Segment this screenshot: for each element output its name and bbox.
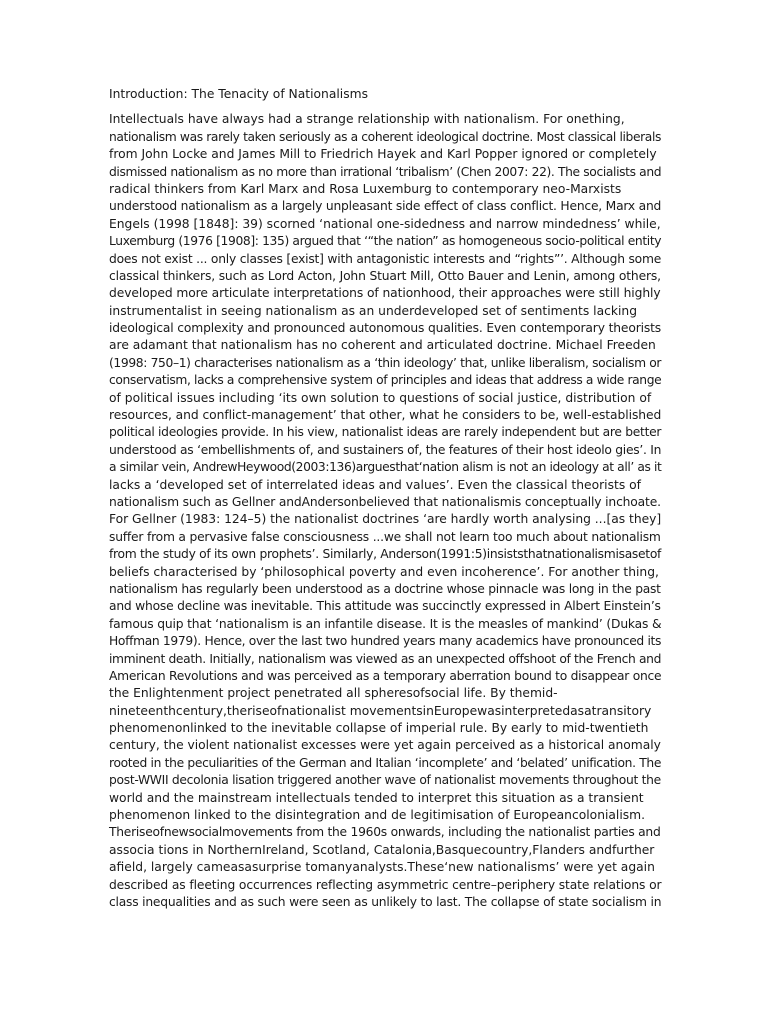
paragraph-line: instrumentalist in seeing nationalism as an underdeveloped set of sentiments lacking — [109, 303, 637, 318]
paragraph-line: associa tions in NorthernIreland, Scotland, Catalonia,Basquecountry,Flanders andfurther — [109, 842, 655, 857]
paragraph-line: resources, and conflict-management’ that other, what he considers to be, well-established — [109, 408, 662, 423]
paragraph-line: developed more articulate interpretations of nationhood, their approaches were still highly — [109, 286, 661, 301]
paragraph-line: from the study of its own prophets’. Similarly, Anderson(1991:5)insiststhatnationalismisasetof — [109, 547, 662, 562]
paragraph-line: lacks a ‘developed set of interrelated ideas and values’. Even the classical theorists of — [109, 477, 641, 492]
paragraph-line: For Gellner (1983: 124–5) the nationalist doctrines ‘are hardly worth analysing ...[as they] — [109, 512, 662, 527]
paragraph-line: phenomenon linked to the disintegration and de legitimisation of Europeancolonialism. — [109, 808, 646, 823]
paragraph-line: century, the violent nationalist excesses were yet again perceived as a historical anomaly — [109, 738, 661, 753]
paragraph-line: Hoffman 1979). Hence, over the last two hundred years many academics have pronounced its — [109, 634, 662, 649]
paragraph-line: from John Locke and James Mill to Friedrich Hayek and Karl Popper ignored or completely — [109, 147, 657, 162]
paragraph-line: Theriseofnewsocialmovements from the 1960s onwards, including the nationalist parties and — [109, 825, 661, 840]
paragraph-line: famous quip that ‘nationalism is an infantile disease. It is the measles of mankind’ (Dukas & — [109, 616, 662, 631]
paragraph-line: suffer from a pervasive false consciousness ...we shall not learn too much about nationalism — [109, 529, 661, 544]
paragraph-line: the Enlightenment project penetrated all spheresofsocial life. By themid- — [109, 686, 558, 701]
paragraph-line: Intellectuals have always had a strange relationship with nationalism. For onething, — [109, 112, 625, 127]
paragraph-line: radical thinkers from Karl Marx and Rosa Luxemburg to contemporary neo-Marxists — [109, 181, 622, 196]
paragraph-line: Luxemburg (1976 [1908]: 135) argued that ‘“the nation” as homogeneous socio-political entity — [109, 234, 662, 249]
paragraph-line: American Revolutions and was perceived as a temporary aberration bound to disappear once — [109, 668, 662, 683]
paragraph-line: nationalism such as Gellner andAndersonbelieved that nationalismis conceptually inchoate. — [109, 495, 661, 509]
paragraph-line: afield, largely cameasasurprise tomanyanalysts.These‘new nationalisms’ were yet again — [109, 860, 655, 875]
paragraph-line: rooted in the peculiarities of the German and Italian ‘incomplete’ and ‘belated’ unification. The — [109, 755, 662, 770]
paragraph-line: nationalism has regularly been understood as a doctrine whose pinnacle was long in the past — [109, 581, 661, 596]
paragraph-line: understood nationalism as a largely unpleasant side effect of class conflict. Hence, Marx and — [109, 199, 662, 214]
paragraph-line: classical thinkers, such as Lord Acton, John Stuart Mill, Otto Bauer and Lenin, among others, — [109, 268, 661, 283]
paragraph-line: are adamant that nationalism has no coherent and articulated doctrine. Michael Freeden — [109, 338, 656, 353]
paragraph-line: Engels (1998 [1848]: 39) scorned ‘national one-sidedness and narrow mindedness’ while, — [109, 216, 661, 231]
paragraph-line: of political issues including ‘its own solution to questions of social justice, distribution of — [109, 390, 652, 405]
paragraph-line: conservatism, lacks a comprehensive system of principles and ideas that address a wide range — [109, 373, 662, 388]
paragraph-line: class inequalities and as such were seen as unlikely to last. The collapse of state socialism in — [109, 894, 662, 909]
paragraph-line: (1998: 750–1) characterises nationalism as a ‘thin ideology’ that, unlike liberalism, socialism or — [109, 355, 662, 370]
paragraph-line: world and the mainstream intellectuals tended to interpret this situation as a transient — [109, 790, 644, 805]
paragraph-line: dismissed nationalism as no more than irrational ‘tribalism’ (Chen 2007: 22). The socialists and — [109, 164, 662, 179]
paragraph-line: a similar vein, AndrewHeywood(2003:136)arguesthat‘nation alism is not an ideology at all’ as it — [109, 460, 662, 475]
document-page — [109, 86, 661, 911]
paragraph-line: political ideologies provide. In his view, nationalist ideas are rarely independent but are better — [109, 425, 662, 440]
paragraph-line: beliefs characterised by ‘philosophical poverty and even incoherence’. For another thing, — [109, 564, 659, 579]
paragraph-line: phenomenonlinked to the inevitable collapse of imperial rule. By early to mid-twentieth — [109, 721, 649, 736]
paragraph-line: ideological complexity and pronounced autonomous qualities. Even contemporary theorists — [109, 321, 662, 336]
paragraph-line: nationalism was rarely taken seriously as a coherent ideological doctrine. Most classical liberals — [109, 129, 661, 144]
paragraph-line: post-WWII decolonia lisation triggered another wave of nationalist movements throughout the — [109, 773, 661, 788]
page-title: Introduction: The Tenacity of Nationalisms — [109, 87, 369, 101]
paragraph-line: nineteenthcentury,theriseofnationalist movementsinEuropewasinterpretedasatransitory — [109, 703, 652, 718]
paragraph-line: imminent death. Initially, nationalism was viewed as an unexpected offshoot of the French and — [109, 651, 662, 666]
paragraph-line: described as fleeting occurrences reflecting asymmetric centre–periphery state relations or — [109, 877, 662, 892]
paragraph-line: does not exist ... only classes [exist] with antagonistic interests and “rights”’. Although some — [109, 251, 662, 266]
paragraph-line: and whose decline was inevitable. This attitude was succinctly expressed in Albert Einstein’s — [109, 599, 661, 614]
body-paragraph — [109, 111, 661, 911]
paragraph-line: understood as ‘embellishments of, and sustainers of, the features of their host ideolo gies’. In — [109, 442, 662, 457]
